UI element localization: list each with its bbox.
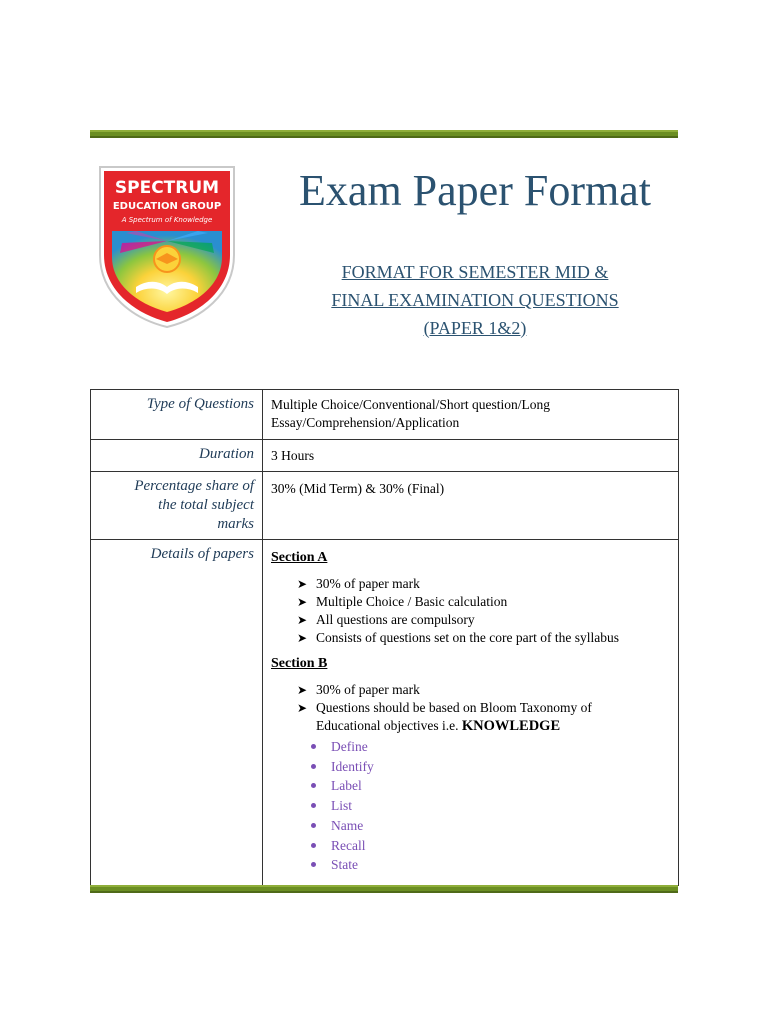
page-subtitle — [272, 258, 678, 342]
table-row — [91, 440, 679, 472]
list-item — [311, 816, 670, 836]
list-item — [297, 629, 670, 647]
verb-text: Identify — [331, 758, 374, 774]
verb-text: State — [331, 857, 358, 873]
subtitle-line: FINAL EXAMINATION QUESTIONS — [331, 290, 619, 310]
list-item-text: Questions should be based on Bloom Taxonomy of — [316, 700, 592, 715]
subtitle-line: (PAPER 1&2) — [423, 318, 527, 338]
knowledge-verbs-list — [271, 737, 670, 875]
bottom-divider — [90, 885, 678, 893]
subtitle-line: FORMAT FOR SEMESTER MID & — [341, 262, 609, 282]
list-item-text: Multiple Choice / Basic calculation — [316, 594, 508, 609]
list-item — [297, 611, 670, 629]
section-b-heading: Section B — [271, 656, 328, 671]
page-title: Exam Paper Format — [299, 166, 651, 215]
share-label-line: Percentage share of — [134, 478, 254, 494]
verb-text: Name — [331, 817, 364, 833]
type-value-line: Multiple Choice/Conventional/Short question/Long — [271, 397, 550, 412]
verb-text: List — [331, 798, 353, 814]
share-label-line: marks — [217, 516, 254, 532]
list-item-text: Consists of questions set on the core part of the syllabus — [316, 630, 619, 645]
list-item — [311, 757, 670, 777]
section-b-list — [271, 681, 670, 735]
duration-label: Duration — [91, 440, 263, 472]
list-item — [311, 836, 670, 856]
table-row — [91, 540, 679, 886]
list-item-text: 30% of paper mark — [316, 576, 420, 591]
bullet-icon — [311, 744, 316, 749]
list-item — [311, 796, 670, 816]
spectrum-logo — [96, 163, 238, 329]
percentage-share-label — [91, 472, 263, 540]
bullet-icon — [311, 843, 316, 848]
details-of-papers-value — [263, 540, 679, 886]
verb-text: Define — [331, 739, 368, 754]
list-item — [297, 681, 670, 699]
knowledge-keyword: KNOWLEDGE — [461, 718, 561, 734]
arrow-icon: ➤ — [297, 595, 308, 609]
table-row — [91, 472, 679, 540]
list-item — [311, 776, 670, 796]
table-row — [91, 390, 679, 440]
logo-name: SPECTRUM — [114, 178, 220, 198]
verb-text: Label — [331, 778, 362, 794]
list-item — [311, 737, 670, 757]
type-of-questions-label: Type of Questions — [91, 390, 263, 440]
bullet-icon — [311, 783, 316, 788]
percentage-share-value: 30% (Mid Term) & 30% (Final) — [263, 472, 679, 540]
details-of-papers-label: Details of papers — [91, 540, 263, 886]
section-a-list — [271, 575, 670, 647]
list-item — [297, 699, 670, 735]
type-value-line: Essay/Comprehension/Application — [271, 415, 460, 430]
exam-format-table — [90, 389, 679, 886]
bullet-icon — [311, 823, 316, 828]
list-item — [297, 593, 670, 611]
arrow-icon: ➤ — [297, 631, 308, 645]
list-item-text: 30% of paper mark — [316, 682, 420, 697]
verb-text: Recall — [331, 837, 366, 853]
arrow-icon: ➤ — [297, 683, 308, 697]
section-a-heading: Section A — [271, 550, 328, 565]
share-label-line: the total subject — [158, 497, 254, 513]
logo-tagline: A Spectrum of Knowledge — [121, 216, 213, 224]
duration-value: 3 Hours — [263, 440, 679, 472]
list-item — [297, 575, 670, 593]
arrow-icon: ➤ — [297, 613, 308, 627]
arrow-icon: ➤ — [297, 701, 308, 715]
type-of-questions-value — [263, 390, 679, 440]
list-item-text: All questions are compulsory — [316, 612, 475, 627]
bullet-icon — [311, 862, 316, 867]
list-item-text: Educational objectives i.e. — [316, 718, 459, 733]
top-divider — [90, 130, 678, 138]
arrow-icon: ➤ — [297, 577, 308, 591]
list-item — [311, 855, 670, 875]
logo-subname: EDUCATION GROUP — [112, 201, 222, 212]
bullet-icon — [311, 803, 316, 808]
bullet-icon — [311, 764, 316, 769]
